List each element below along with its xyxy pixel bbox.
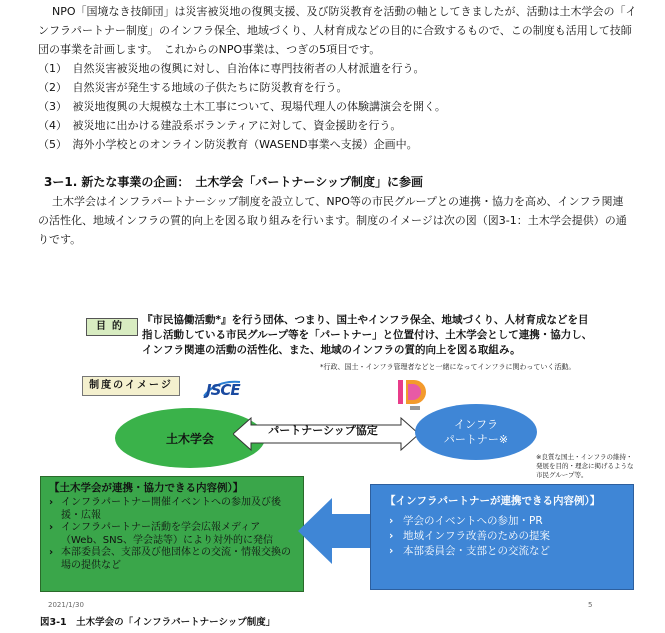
purpose-line-1: 『市民協働活動*』を行う団体、つまり、国土やインフラ保全、地域づくり、人材育成などを目 [142, 314, 589, 326]
jsce-cooperation-box [40, 476, 304, 592]
list-item: › 学会のイベントへの参加・PR [389, 514, 627, 529]
footer-page-number: 5 [588, 601, 593, 609]
infra-partner-line-1: インフラ [454, 418, 498, 431]
jsce-logo: JSCE [206, 381, 240, 399]
purpose-text [142, 313, 622, 358]
project-item: （3） 被災地復興の大規模な土木工事について、現場代理人の体験講演会を開く。 [38, 100, 446, 113]
intro-line-1: NPO「国境なき技師団」は災害被災地の復興支援、及び防災教育を活動の軸としてきましたが、活動は土木学会の「イ [52, 5, 637, 18]
list-item: › インフラパートナー開催イベントへの参加及び後援・広報 [49, 497, 297, 522]
project-item: （1） 自然災害被災地の復興に対し、自治体に専門技術者の人材派遣を行う。 [38, 62, 425, 75]
jsce-box-title: 【土木学会が連携・協力できる内容例）】 [49, 482, 244, 494]
infra-partner-line-2: パートナー※ [443, 433, 509, 446]
partnership-agreement-label: パートナーシップ協定 [268, 424, 378, 437]
figure-caption: 図3-1 土木学会の「インフラパートナーシップ制度」 [40, 617, 276, 628]
system-image-label: 制度のイメージ [82, 376, 180, 396]
list-item: › インフラパートナー活動を学会広報メディア（Web、SNS、学会誌等）により対外的に発信 [49, 522, 297, 547]
infra-partner-ellipse [415, 404, 537, 460]
project-item: （4） 被災地に出かける建設系ボランティアに対して、資金援助を行う。 [38, 119, 402, 132]
partner-box-title: 【インフラパートナーが連携できる内容例）】 [385, 495, 601, 507]
purpose-line-2: 指し活動している市民グループ等を「パートナー」と位置付け、土木学会として連携・協力し、 [142, 329, 593, 341]
section-line-1: 土木学会はインフラパートナーシップ制度を設立して、NPO等の市民グループとの連携・協力を高め、インフラ関連 [52, 195, 624, 208]
intro-line-2: ンフラパートナー制度」のインフラ保全、地域づくり、人材育成などの目的に合致するもので、この制度も活用して技師 [38, 24, 632, 37]
project-item: （2） 自然災害が発生する地域の子供たちに防災教育を行う。 [38, 81, 348, 94]
partner-cooperation-box [370, 484, 634, 590]
footer-date: 2021/1/30 [48, 601, 84, 609]
intro-line-3: 団の事業を計画します。 これからのNPO事業は、つぎの5項目です。 [38, 43, 381, 56]
list-item: › 本部委員会・支部との交流など [389, 544, 627, 559]
list-item: › 地域インフラ改善のための提案 [389, 529, 627, 544]
activity-footnote: *行政、国土・インフラ管理者などと一緒になってインフラに関わっていく活動。 [320, 363, 576, 371]
purpose-line-3: インフラ関連の活動の活性化、また、地域のインフラの質的向上を図る取組み。 [142, 344, 521, 356]
project-item: （5） 海外小学校とのオンライン防災教育（WASEND事業へ支援）企画中。 [38, 138, 418, 151]
list-item: › 本部委員会、支部及び他団体との交流・情報交換の場の提供など [49, 547, 297, 572]
section-line-3: りです。 [38, 233, 82, 246]
section-line-2: の活性化、地域インフラの質的向上を図る取り組みを行います。制度のイメージは次の図（図3-1：土木学会提供）の通 [38, 214, 627, 227]
jsce-ellipse: 土木学会 [115, 408, 265, 468]
purpose-label: 目的 [86, 318, 138, 336]
partner-footnote: ※良質な国土・インフラの維持・発展を目的・理念に掲げるような市民グループ等。 [536, 453, 634, 479]
partner-logo [394, 378, 434, 412]
left-arrow-icon [298, 498, 378, 564]
section-heading: 3ー1. 新たな事業の企画： 土木学会「パートナーシップ制度」に参画 [44, 175, 423, 189]
